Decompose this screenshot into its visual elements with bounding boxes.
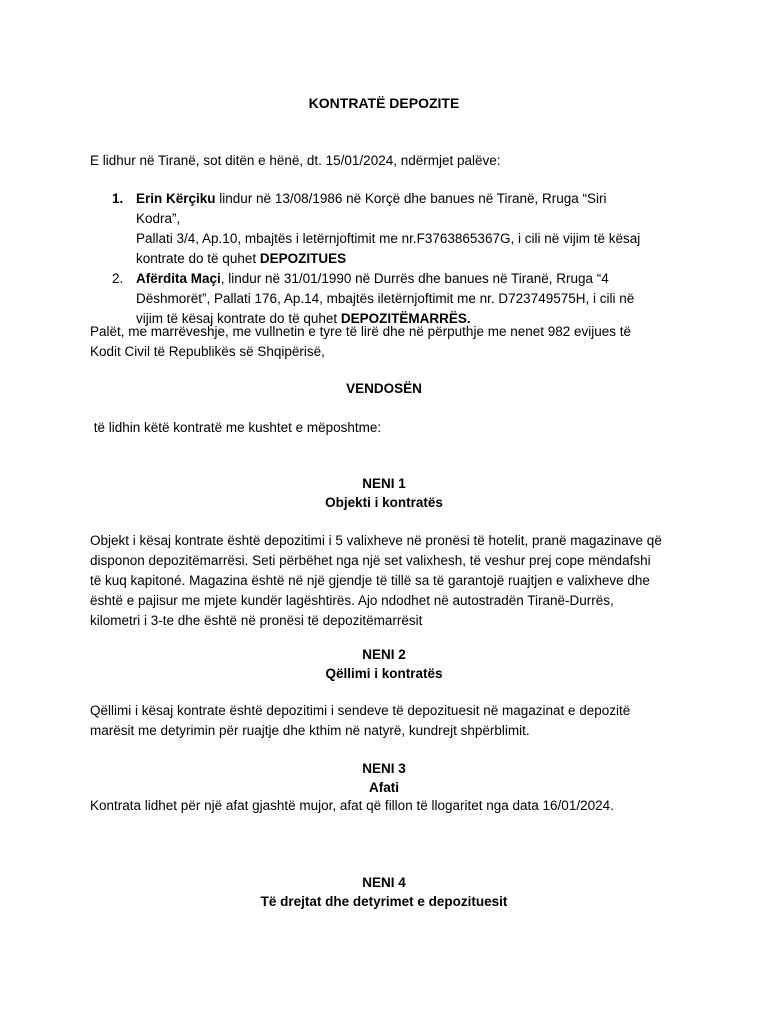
- party-line: [136, 271, 609, 286]
- article-line: disponon depozitëmarrësi. Seti përbëhet nga një set valixhesh, të veshur prej cope mëndafshi: [90, 553, 651, 568]
- article-line: Objekt i kësaj kontrate është depozitimi i 5 valixheve në pronësi të hotelit, pranë magazinave që: [90, 533, 662, 548]
- article-title: Objekti i kontratës: [325, 495, 443, 510]
- intro-paragraph: E lidhur në Tiranë, sot ditën e hënë, dt. 15/01/2024, ndërmjet palëve:: [90, 153, 501, 168]
- article-number: NENI 1: [362, 476, 406, 491]
- party-text: vijim të kësaj kontrate do të quhet: [136, 311, 341, 326]
- party-name: Erin Kërçiku: [136, 191, 216, 206]
- article-line: Kontrata lidhet për një afat gjashtë mujor, afat që fillon të llogaritet nga data 16/01/2024.: [90, 798, 614, 813]
- party-role: DEPOZITËMARRËS.: [340, 311, 471, 326]
- article-body: [90, 796, 680, 816]
- article-line: Qëllimi i kësaj kontrate është depozitimi i sendeve të depozituesit në magazinat e depozitë: [90, 703, 631, 718]
- article-body: [90, 531, 690, 631]
- article-line: është e pajisur me mjete kundër lagështirës. Ajo ndodhet në autostradën Tiranë-Durrës,: [90, 593, 614, 608]
- decided-heading: VENDOSËN: [346, 381, 422, 396]
- party-text: , lindur në 31/01/1990 në Durrës dhe banues në Tiranë, Rruga “4: [220, 271, 609, 286]
- article-title: Të drejtat dhe detyrimet e depozituesit: [260, 894, 508, 909]
- statement-line: Palët, me marrëveshje, me vullnetin e tyre të lirë dhe në përputhje me nenet 982 evijues të: [90, 324, 632, 339]
- party-item: [112, 189, 652, 269]
- parties-list: [112, 189, 652, 329]
- decided-text: të lidhin këtë kontratë me kushtet e mëposhtme:: [90, 420, 382, 435]
- article-title: Afati: [369, 780, 399, 795]
- article-line: të kuq kapitoné. Magazina është në një gjendje të tillë sa të garantojë ruajtjen e valixheve dhe: [90, 573, 650, 588]
- article-body: [90, 701, 680, 741]
- party-text: Dëshmorët”, Pallati 176, Ap.14, mbajtës iletërnjoftimit me nr. D723749575H, i cili në: [136, 291, 635, 306]
- party-text: lindur në 13/08/1986 në Korçë dhe banues në Tiranë, Rruga “Siri Kodra”,: [136, 191, 607, 226]
- article-line: marësit me detyrimin për ruajtje dhe kthim në natyrë, kundrejt shpërblimit.: [90, 723, 530, 738]
- party-text: Pallati 3/4, Ap.10, mbajtës i letërnjoftimit me nr.F3763865367G, i cili në vijim të kësaj: [136, 231, 641, 246]
- parties-statement: [90, 322, 680, 362]
- statement-line: Kodit Civil të Republikës së Shqipërisë,: [90, 344, 325, 359]
- party-role: DEPOZITUES: [259, 251, 347, 266]
- party-name: Afërdita Maçi: [136, 271, 221, 286]
- party-line: [136, 191, 607, 226]
- party-text: kontrate do të quhet: [136, 251, 260, 266]
- article-number: NENI 4: [362, 875, 406, 890]
- article-number: NENI 3: [362, 761, 406, 776]
- document-title: KONTRATË DEPOZITE: [308, 95, 460, 111]
- article-number: NENI 2: [362, 647, 406, 662]
- party-number: 2.: [112, 271, 124, 286]
- party-number: 1.: [112, 191, 124, 206]
- article-title: Qëllimi i kontratës: [325, 666, 443, 681]
- party-item: [112, 269, 652, 329]
- article-line: kilometri i 3-te dhe është në pronësi të depozitëmarrësit: [90, 613, 423, 628]
